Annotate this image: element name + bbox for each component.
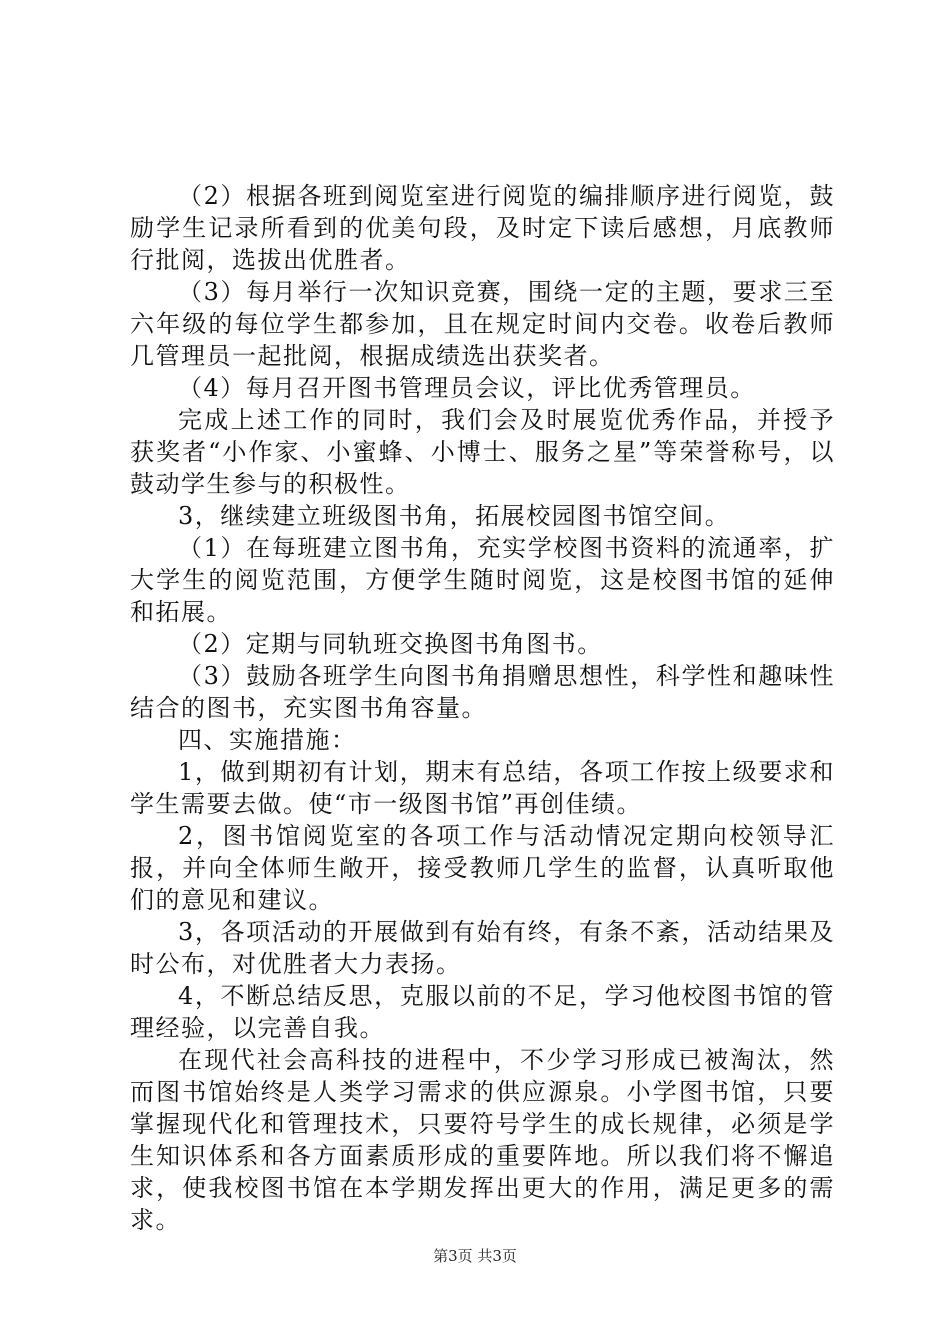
paragraph-4-librarian-meeting: （4）每月召开图书管理员会议，评比优秀管理员。 xyxy=(178,374,756,402)
measure-3-activities: 3，各项活动的开展做到有始有终，有条不紊，活动结果及时公布，对优胜者大力表扬。 xyxy=(130,918,835,978)
section-3-class-book-corner: 3，继续建立班级图书角，拓展校园图书馆空间。 xyxy=(178,502,731,530)
paragraph-1-book-corner: （1）在每班建立图书角，充实学校图书资料的流通率，扩大学生的阅览范围，方便学生随时阅览，这是校图书馆的延伸和拓展。 xyxy=(130,534,835,626)
section-heading-measures: 四、实施措施： xyxy=(178,726,357,754)
paragraph-conclusion: 在现代社会高科技的进程中，不少学习形成已被淘汰，然而图书馆始终是人类学习需求的供应源泉。小学图书馆，只要掌握现代化和管理技术，只要符号学生的成长规律，必须是学生知识体系和各方面素质形成的重要阵地。所以我们将不懈追求，使我校图书馆在本学期发挥出更大的作用，满足更多的需求。 xyxy=(130,1046,835,1234)
paragraph-3-knowledge-contest: （3）每月举行一次知识竞赛，围绕一定的主题，要求三至六年级的每位学生都参加，且在规定时间内交卷。收卷后教师几管理员一起批阅，根据成绩选出获奖者。 xyxy=(130,278,835,370)
measure-1-planning: 1，做到期初有计划，期末有总结，各项工作按上级要求和学生需要去做。使“市一级图书馆”再创佳绩。 xyxy=(130,758,835,818)
measure-2-reporting: 2，图书馆阅览室的各项工作与活动情况定期向校领导汇报，并向全体师生敞开，接受教师几学生的监督，认真听取他们的意见和建议。 xyxy=(130,822,835,914)
paragraph-2-exchange-books: （2）定期与同轨班交换图书角图书。 xyxy=(178,630,603,658)
paragraph-3-donate-books: （3）鼓励各班学生向图书角捐赠思想性，科学性和趣味性结合的图书，充实图书角容量。 xyxy=(130,662,835,722)
paragraph-awards: 完成上述工作的同时，我们会及时展览优秀作品，并授予获奖者“小作家、小蜜蜂、小博士、服务之星”等荣誉称号，以鼓动学生参与的积极性。 xyxy=(130,406,835,498)
paragraph-2-reading-records: （2）根据各班到阅览室进行阅览的编排顺序进行阅览，鼓励学生记录所看到的优美句段，及时定下读后感想，月底教师行批阅，选拔出优胜者。 xyxy=(130,182,835,274)
page-number-footer: 第3页 共3页 xyxy=(433,1247,517,1265)
measure-4-reflection: 4，不断总结反思，克服以前的不足，学习他校图书馆的管理经验，以完善自我。 xyxy=(130,982,835,1042)
document-body xyxy=(130,180,835,1236)
